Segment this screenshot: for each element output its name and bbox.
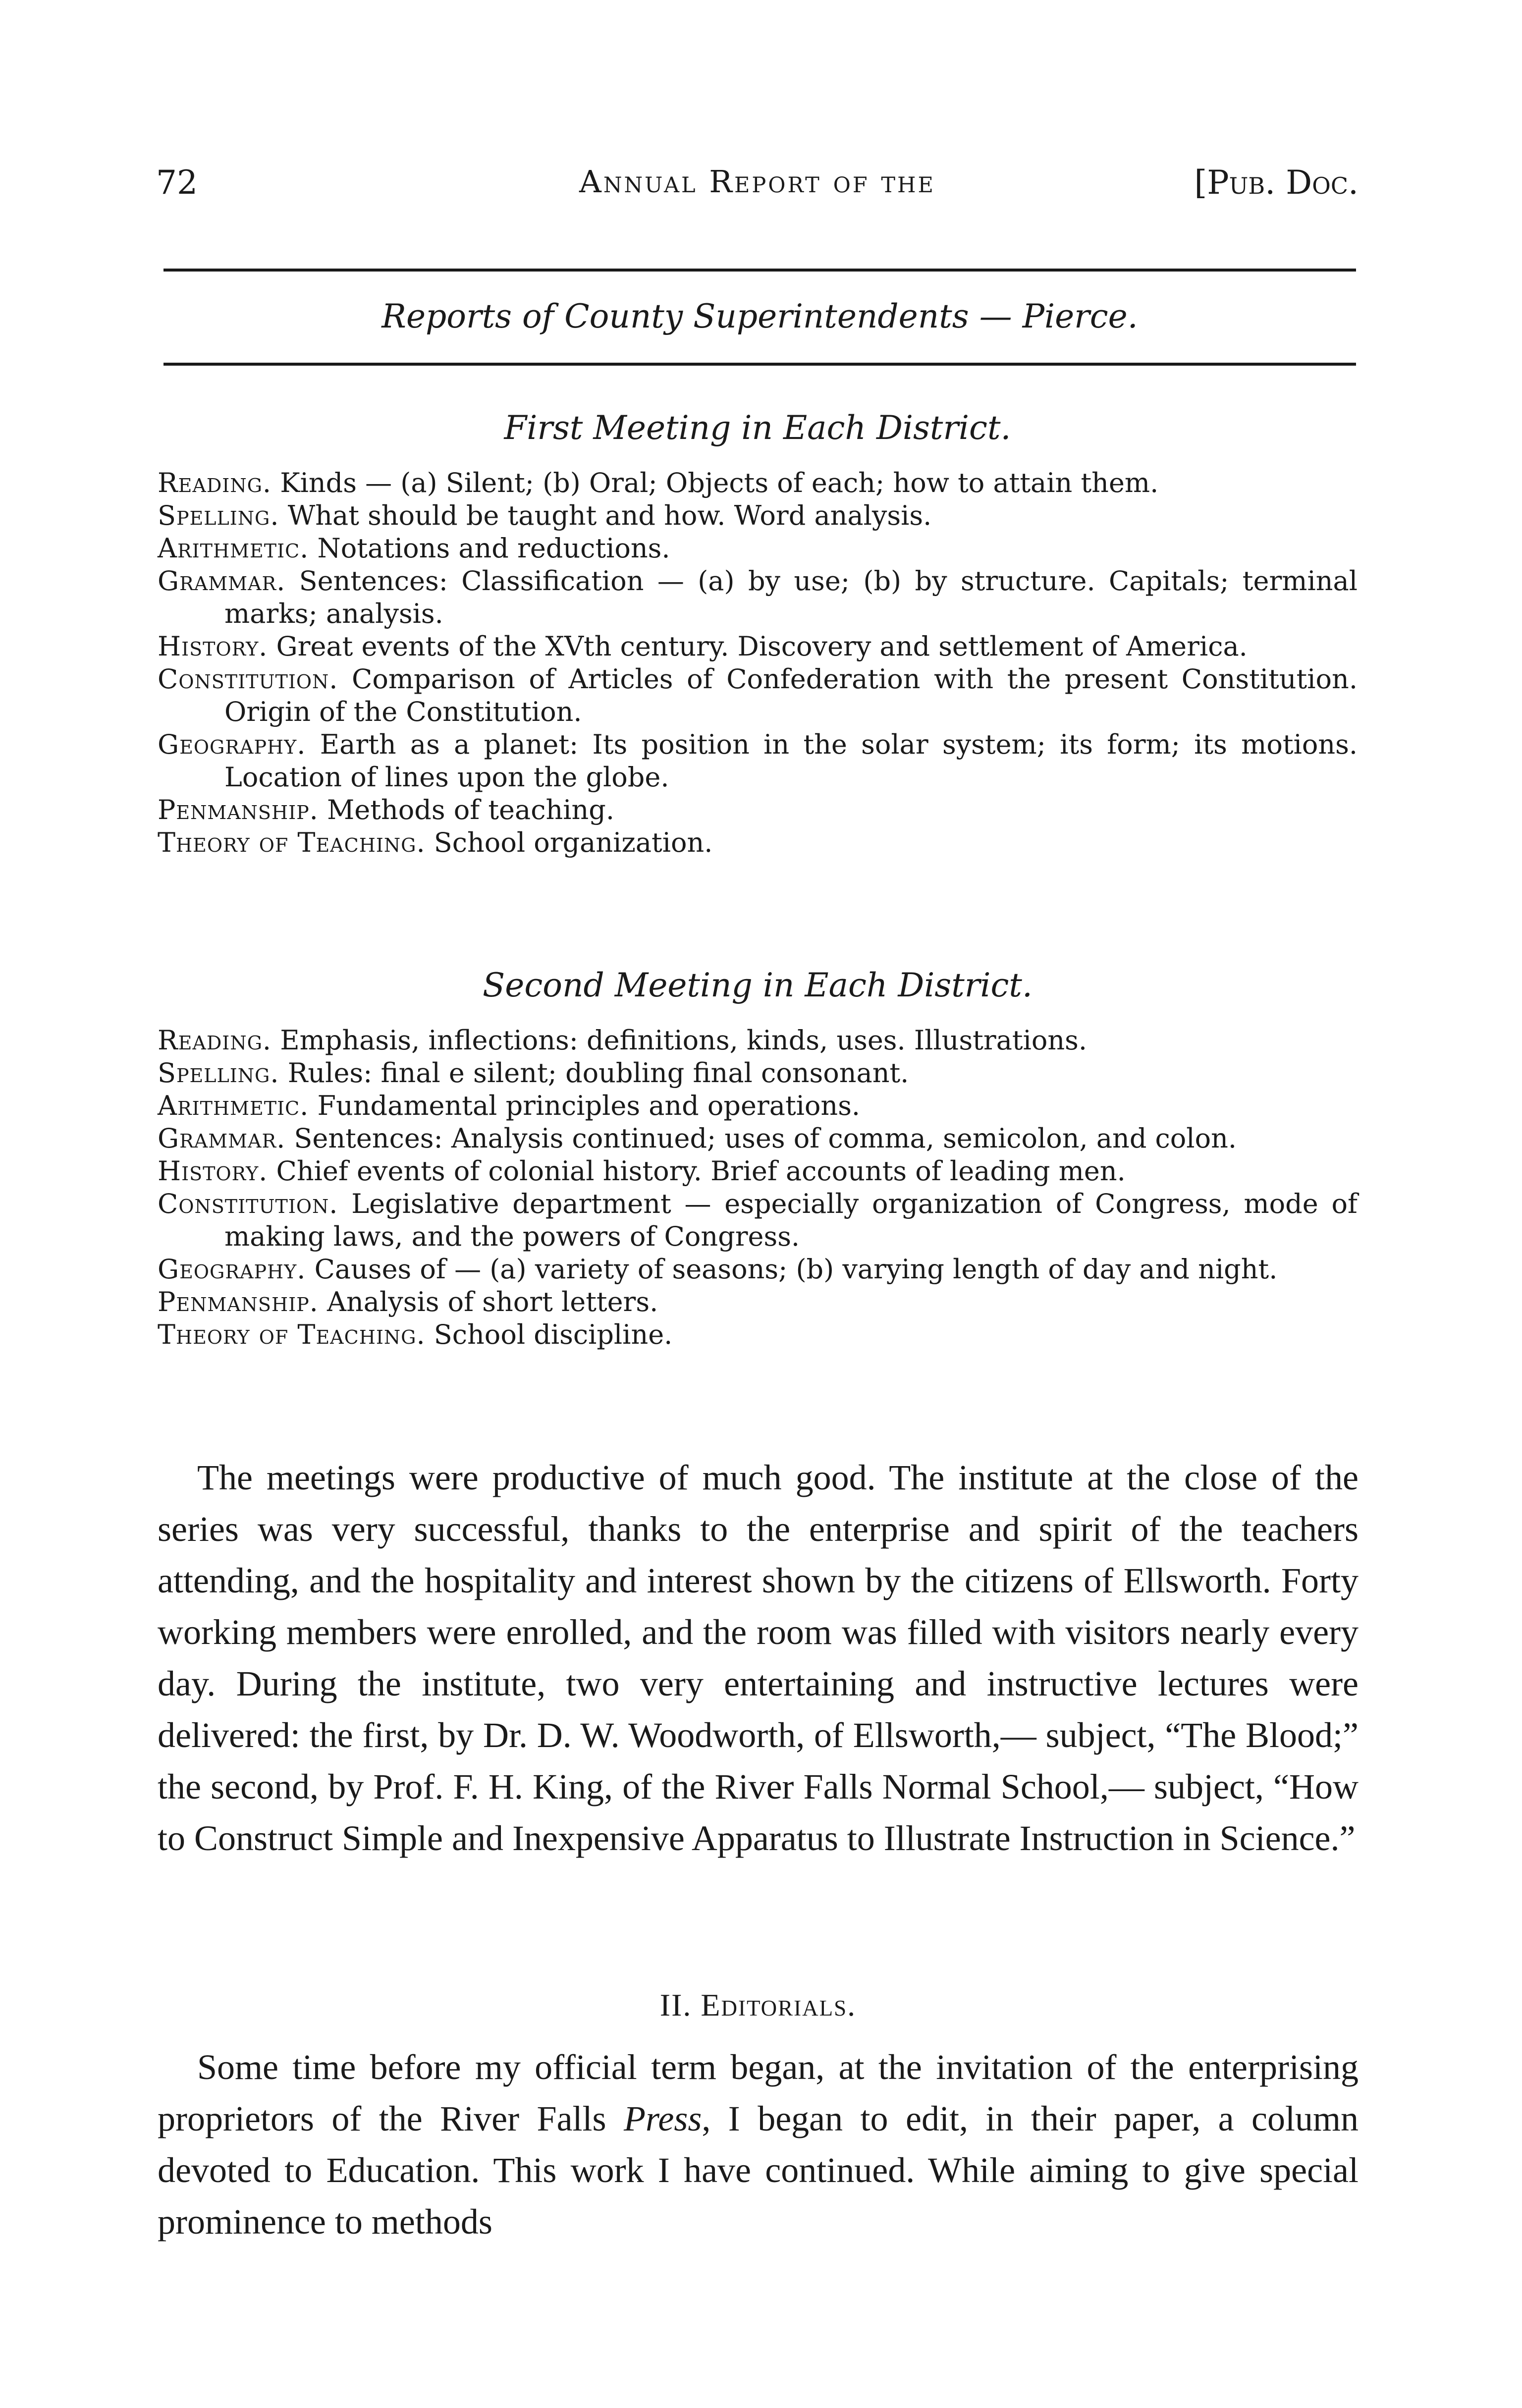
second-meeting-section	[158, 966, 1358, 1351]
subject-label: Reading.	[158, 467, 272, 498]
item-text: Notations and reductions.	[317, 533, 670, 564]
header-title: Annual Report of the	[579, 164, 935, 200]
item-text: Great events of the XVth century. Discovery and settlement of America.	[276, 631, 1248, 662]
institute-paragraph	[158, 1452, 1359, 1864]
item-text: Legislative department — especially organization of Congress, mode of making laws, and the powers of Congress.	[224, 1188, 1358, 1252]
subject-label: Reading.	[158, 1025, 272, 1056]
item-text: Sentences: Analysis continued; uses of comma, semicolon, and colon.	[294, 1123, 1237, 1154]
subject-label: Spelling.	[158, 500, 279, 531]
item-text: School discipline.	[434, 1319, 673, 1350]
list-item	[158, 1155, 1358, 1188]
list-item	[158, 1188, 1358, 1253]
list-item	[158, 826, 1358, 859]
item-text: Emphasis, inflections: definitions, kinds, uses. Illustrations.	[280, 1025, 1087, 1056]
section-title: Second Meeting in Each District.	[483, 966, 1033, 1004]
item-text: Earth as a planet: Its position in the solar system; its form; its motions. Location of lines upon the globe.	[224, 729, 1358, 793]
subject-label: Theory of Teaching.	[158, 827, 426, 858]
list-item	[158, 1057, 1358, 1090]
paragraph-text-end: , I began to edit, in their paper, a column devoted to Education. This work I have continued. While aiming to give special prominence to methods	[158, 2099, 1359, 2242]
bottom-rule	[163, 363, 1356, 366]
subject-label: Penmanship.	[158, 1286, 319, 1317]
list-item	[158, 1024, 1358, 1057]
section-title: First Meeting in Each District.	[504, 409, 1011, 447]
subject-label: Penmanship.	[158, 794, 319, 825]
document-reference: [Pub. Doc.	[1194, 164, 1359, 202]
item-text: Methods of teaching.	[327, 794, 615, 825]
item-text: Comparison of Articles of Confederation with the present Constitution. Origin of the Constitution.	[224, 663, 1358, 727]
subject-label: Geography.	[158, 729, 306, 760]
item-text: Chief events of colonial history. Brief accounts of leading men.	[276, 1155, 1126, 1187]
paragraph-text: The meetings were productive of much good. The institute at the close of the series was very successful, thanks to the enterprise and spirit of the teachers attending, and the hospitality and interest shown by the citizens of Ellsworth. Forty working members were enrolled, and the room was filled with visitors nearly every day. During the institute, two very entertaining and instructive lectures were delivered: the first, by Dr. D. W. Woodworth, of Ellsworth,— subject, “The Blood;” the second, by Prof. F. H. King, of the River Falls Normal School,— subject, “How to Construct Simple and Inexpensive Apparatus to Illustrate Instruction in Science.”	[158, 1458, 1359, 1858]
list-item	[158, 794, 1358, 826]
list-item	[158, 1253, 1358, 1286]
subject-label: Arithmetic.	[158, 533, 309, 564]
list-item	[158, 1122, 1358, 1155]
subject-label: Constitution.	[158, 1188, 338, 1219]
item-text: School organization.	[434, 827, 713, 858]
subject-label: Spelling.	[158, 1057, 279, 1089]
page-header	[156, 164, 1359, 218]
list-item	[158, 565, 1358, 630]
running-subtitle: Reports of County Superintendents — Pierce.	[381, 297, 1138, 335]
top-rule	[163, 269, 1356, 272]
subject-label: Theory of Teaching.	[158, 1319, 426, 1350]
subject-label: History.	[158, 1155, 268, 1187]
item-text: Sentences: Classification — (a) by use; (b) by structure. Capitals; terminal marks; analysis.	[224, 565, 1358, 629]
list-item	[158, 1318, 1358, 1351]
list-item	[158, 728, 1358, 794]
paragraph-text	[158, 2041, 1359, 2247]
subject-label: Arithmetic.	[158, 1090, 309, 1121]
item-text: Kinds — (a) Silent; (b) Oral; Objects of each; how to attain them.	[280, 467, 1159, 498]
subject-label: Grammar.	[158, 565, 286, 597]
editorials-paragraph	[158, 2041, 1359, 2247]
item-text: Analysis of short letters.	[327, 1286, 658, 1317]
list-item	[158, 1286, 1358, 1318]
page-number: 72	[156, 164, 198, 202]
list-item	[158, 630, 1358, 663]
editorials-heading: II. Editorials.	[659, 1987, 857, 2023]
first-meeting-section	[158, 409, 1358, 859]
list-item	[158, 467, 1358, 499]
subject-label: History.	[158, 631, 268, 662]
list-item	[158, 1090, 1358, 1122]
list-item	[158, 532, 1358, 565]
item-text: Rules: final e silent; doubling final consonant.	[287, 1057, 909, 1089]
subject-label: Geography.	[158, 1254, 306, 1285]
item-text: Causes of — (a) variety of seasons; (b) varying length of day and night.	[314, 1254, 1278, 1285]
item-text: Fundamental principles and operations.	[317, 1090, 861, 1121]
item-text: What should be taught and how. Word analysis.	[287, 500, 932, 531]
list-item	[158, 663, 1358, 728]
paragraph-text-start: Some time before my official term began, at the invitation of the enterprising proprietors of the River Falls	[158, 2047, 1359, 2138]
list-item	[158, 499, 1358, 532]
subject-label: Grammar.	[158, 1123, 286, 1154]
subject-label: Constitution.	[158, 663, 338, 695]
press-title: Press	[624, 2099, 702, 2138]
